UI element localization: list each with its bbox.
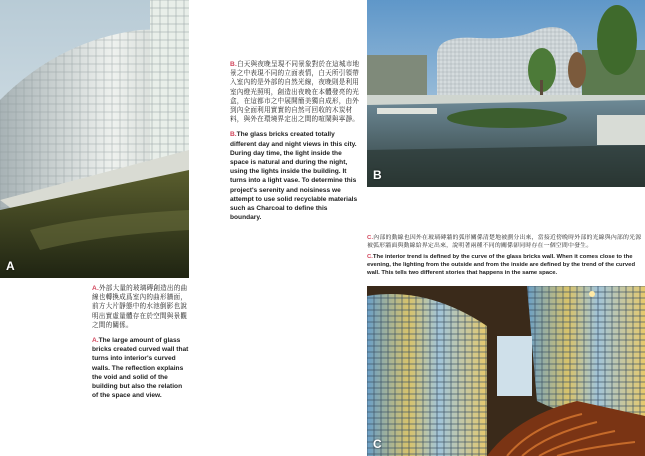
caption-b-zh-text: 白天與夜晚呈現不同景象對於在這城市地景之中表現不同的立面表情，白天所引領帶入室內的是外部的自然光線，夜晚則是利用室內燈光照明，創造出夜晚在本體發亮的光盒，在這都市之中展開簡美獨自成形，由外到內全面利用實實的自然可回收的木炭材料，與外在環境界定出之間的喧鬧與寧靜。 [230, 61, 360, 124]
caption-a-chinese [92, 284, 190, 330]
photo-a-letter: A [6, 259, 15, 273]
photo-a-glass-brick-building-pool [0, 0, 189, 278]
caption-c-english [367, 253, 642, 277]
photo-b-building-garden-pond [367, 0, 645, 187]
photo-c-letter: C [373, 437, 382, 451]
caption-b-en-marker: B. [230, 131, 237, 139]
caption-b-zh-marker: B. [230, 61, 237, 68]
photo-b-letter: B [373, 168, 382, 182]
caption-a-en-marker: A. [92, 337, 99, 345]
caption-b-english [230, 130, 360, 222]
caption-c [367, 234, 642, 277]
caption-a [92, 284, 190, 406]
caption-b [230, 60, 360, 228]
photo-c-interior-curved-glass-wall-stair [367, 286, 645, 456]
caption-a-en-text: The large amount of glass bricks created curved wall that turns into interior's curved walls. The reflection explains the void and solid of the building but also the relation of the space and view. [92, 337, 189, 400]
caption-c-zh-marker: C. [367, 235, 374, 241]
caption-b-en-text: The glass bricks created totally different day and night views in this city. During day time, the light inside the space is natural and during the night, using the lights inside the building. It turns into a light vase. To determine this project's serenity and noisiness we attempt to use solid recyclable materials such as Charcoal to define this boundary. [230, 131, 358, 222]
caption-a-zh-marker: A. [92, 285, 99, 292]
caption-c-en-text: The interior trend is defined by the curve of the glass bricks wall. When it comes close to the evening, the lighting from the outside and from the inside are defined by the trend of the curved wall. This tells two different stories that happens in the same space. [367, 254, 636, 276]
caption-a-zh-text: 外部大量的玻璃磚創造出的曲線也轉換成爲室內的曲形牆面，前方大片靜態中的水池倒影也說明出實虛量體存在於空間與景觀之間的關係。 [92, 285, 188, 329]
caption-a-english [92, 336, 190, 400]
caption-c-zh-text: 內部的動線也因外在玻璃磚牆的弧形關係清楚地被劃分出來，當接近傍晚時外部的光線與內部的光源被弧形牆面與動線給界定出來，說明著兩種不同的關係卻同時存在一個空間中發生。 [367, 235, 642, 249]
caption-b-chinese [230, 60, 360, 124]
caption-c-en-marker: C. [367, 254, 373, 260]
caption-c-chinese [367, 234, 642, 250]
